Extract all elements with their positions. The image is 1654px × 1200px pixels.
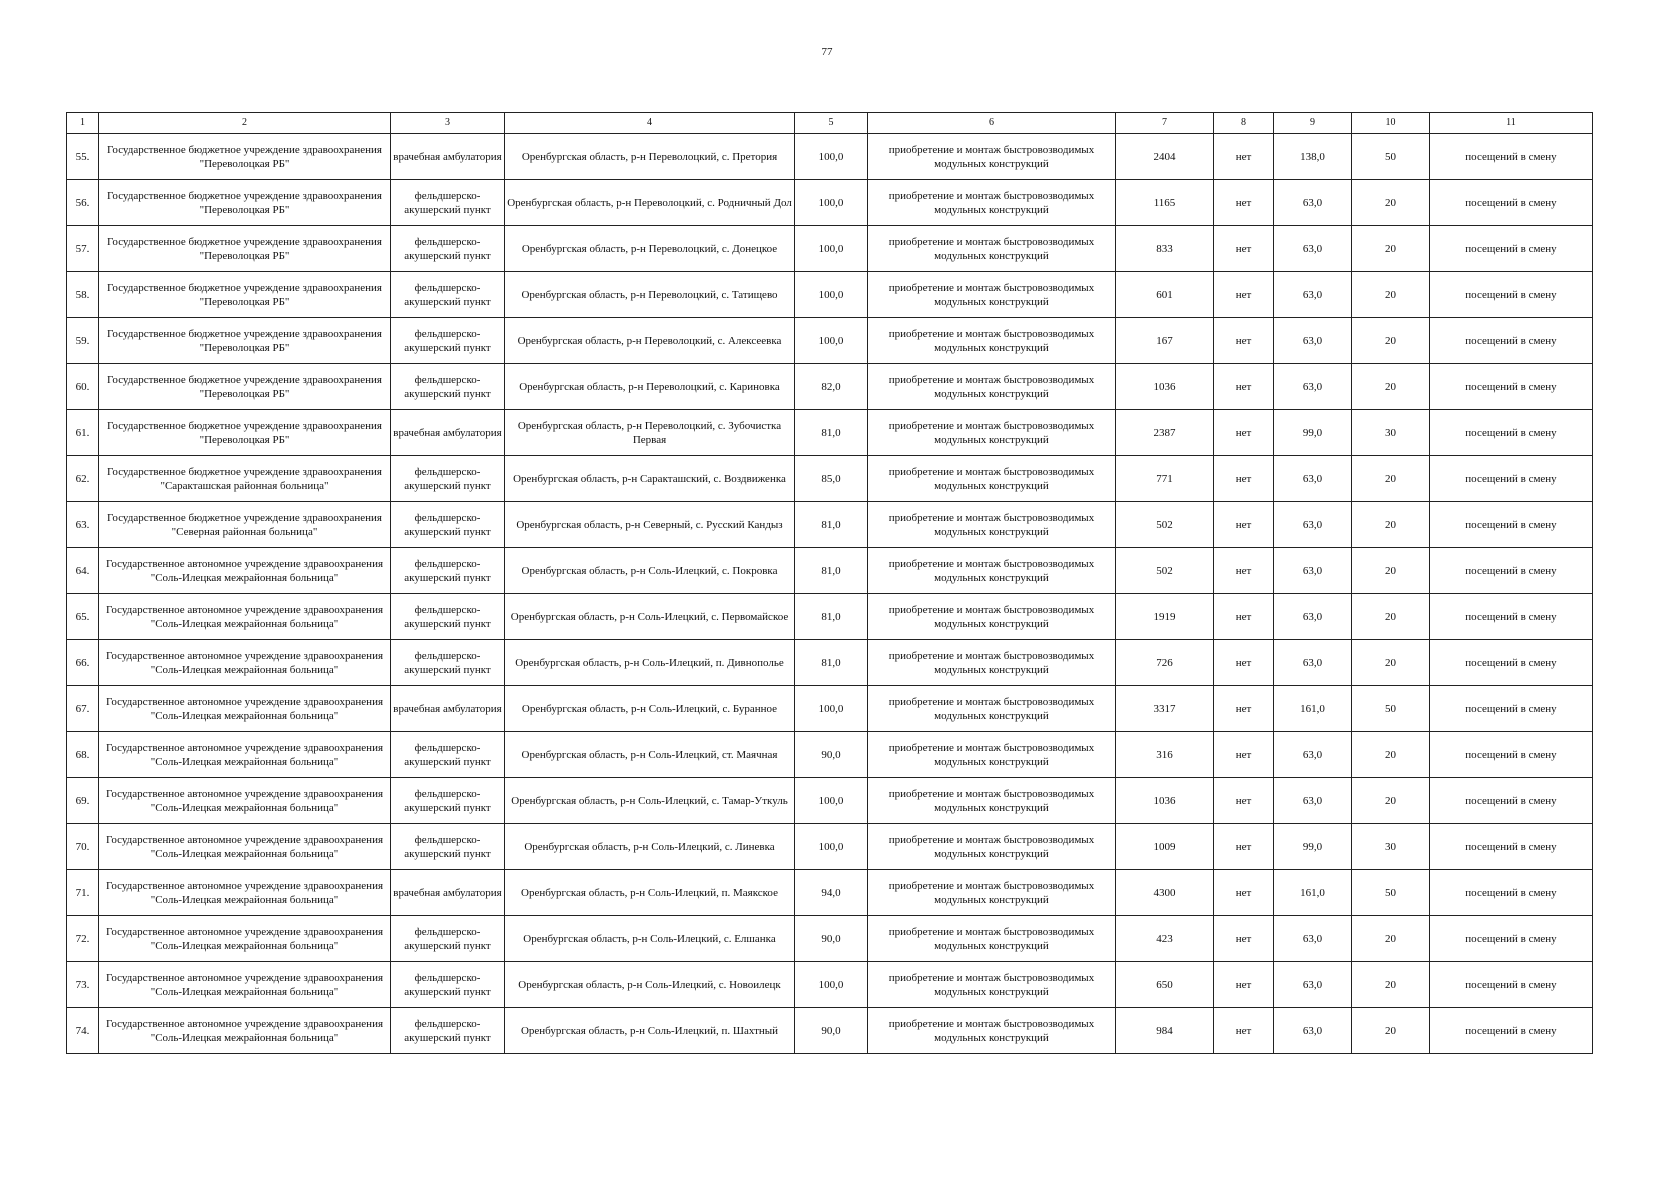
column-header-9: 9 xyxy=(1274,113,1352,134)
table-row xyxy=(67,318,1593,364)
address-cell: Оренбургская область, р-н Соль-Илецкий, п. Дивнополье xyxy=(505,640,795,686)
capacity-cell: 20 xyxy=(1352,364,1430,410)
capacity-unit-cell: посещений в смену xyxy=(1430,456,1593,502)
percent-cell: 81,0 xyxy=(795,640,868,686)
capacity-cell: 20 xyxy=(1352,732,1430,778)
table-row xyxy=(67,226,1593,272)
address-cell: Оренбургская область, р-н Соль-Илецкий, с. Линевка xyxy=(505,824,795,870)
column-header-1: 1 xyxy=(67,113,99,134)
facility-type-cell: фельдшерско-акушерский пункт xyxy=(391,180,505,226)
row-number-cell: 61. xyxy=(67,410,99,456)
row-number-cell: 64. xyxy=(67,548,99,594)
area-cell: 63,0 xyxy=(1274,364,1352,410)
area-cell: 63,0 xyxy=(1274,502,1352,548)
table-row xyxy=(67,594,1593,640)
capacity-unit-cell: посещений в смену xyxy=(1430,134,1593,180)
flag-cell: нет xyxy=(1214,226,1274,272)
percent-cell: 85,0 xyxy=(795,456,868,502)
work-type-cell: приобретение и монтаж быстровозводимых модульных конструкций xyxy=(868,1008,1116,1054)
organization-cell: Государственное бюджетное учреждение здравоохранения "Переволоцкая РБ" xyxy=(99,134,391,180)
facility-type-cell: врачебная амбулатория xyxy=(391,410,505,456)
population-cell: 984 xyxy=(1116,1008,1214,1054)
facilities-table xyxy=(66,112,1593,1054)
area-cell: 63,0 xyxy=(1274,640,1352,686)
population-cell: 2404 xyxy=(1116,134,1214,180)
flag-cell: нет xyxy=(1214,272,1274,318)
population-cell: 726 xyxy=(1116,640,1214,686)
address-cell: Оренбургская область, р-н Переволоцкий, с. Зубочистка Первая xyxy=(505,410,795,456)
percent-cell: 100,0 xyxy=(795,272,868,318)
capacity-unit-cell: посещений в смену xyxy=(1430,548,1593,594)
work-type-cell: приобретение и монтаж быстровозводимых модульных конструкций xyxy=(868,962,1116,1008)
organization-cell: Государственное автономное учреждение здравоохранения "Соль-Илецкая межрайонная больница" xyxy=(99,640,391,686)
flag-cell: нет xyxy=(1214,1008,1274,1054)
population-cell: 502 xyxy=(1116,548,1214,594)
facility-type-cell: фельдшерско-акушерский пункт xyxy=(391,548,505,594)
organization-cell: Государственное автономное учреждение здравоохранения "Соль-Илецкая межрайонная больница" xyxy=(99,548,391,594)
address-cell: Оренбургская область, р-н Соль-Илецкий, с. Новоилецк xyxy=(505,962,795,1008)
work-type-cell: приобретение и монтаж быстровозводимых модульных конструкций xyxy=(868,410,1116,456)
work-type-cell: приобретение и монтаж быстровозводимых модульных конструкций xyxy=(868,318,1116,364)
flag-cell: нет xyxy=(1214,456,1274,502)
percent-cell: 100,0 xyxy=(795,134,868,180)
address-cell: Оренбургская область, р-н Переволоцкий, с. Алексеевка xyxy=(505,318,795,364)
population-cell: 3317 xyxy=(1116,686,1214,732)
percent-cell: 82,0 xyxy=(795,364,868,410)
address-cell: Оренбургская область, р-н Соль-Илецкий, с. Тамар-Уткуль xyxy=(505,778,795,824)
capacity-unit-cell: посещений в смену xyxy=(1430,686,1593,732)
capacity-unit-cell: посещений в смену xyxy=(1430,364,1593,410)
work-type-cell: приобретение и монтаж быстровозводимых модульных конструкций xyxy=(868,226,1116,272)
flag-cell: нет xyxy=(1214,824,1274,870)
population-cell: 1036 xyxy=(1116,778,1214,824)
work-type-cell: приобретение и монтаж быстровозводимых модульных конструкций xyxy=(868,272,1116,318)
column-header-4: 4 xyxy=(505,113,795,134)
address-cell: Оренбургская область, р-н Переволоцкий, с. Родничный Дол xyxy=(505,180,795,226)
work-type-cell: приобретение и монтаж быстровозводимых модульных конструкций xyxy=(868,778,1116,824)
row-number-cell: 67. xyxy=(67,686,99,732)
flag-cell: нет xyxy=(1214,134,1274,180)
column-header-3: 3 xyxy=(391,113,505,134)
facility-type-cell: врачебная амбулатория xyxy=(391,134,505,180)
table-row xyxy=(67,134,1593,180)
capacity-cell: 20 xyxy=(1352,962,1430,1008)
flag-cell: нет xyxy=(1214,640,1274,686)
facility-type-cell: фельдшерско-акушерский пункт xyxy=(391,318,505,364)
table-row xyxy=(67,962,1593,1008)
percent-cell: 100,0 xyxy=(795,226,868,272)
capacity-cell: 20 xyxy=(1352,1008,1430,1054)
organization-cell: Государственное бюджетное учреждение здравоохранения "Переволоцкая РБ" xyxy=(99,410,391,456)
organization-cell: Государственное бюджетное учреждение здравоохранения "Переволоцкая РБ" xyxy=(99,318,391,364)
table-row xyxy=(67,180,1593,226)
population-cell: 833 xyxy=(1116,226,1214,272)
capacity-cell: 20 xyxy=(1352,272,1430,318)
table-row xyxy=(67,686,1593,732)
facility-type-cell: фельдшерско-акушерский пункт xyxy=(391,456,505,502)
address-cell: Оренбургская область, р-н Северный, с. Русский Кандыз xyxy=(505,502,795,548)
work-type-cell: приобретение и монтаж быстровозводимых модульных конструкций xyxy=(868,824,1116,870)
area-cell: 63,0 xyxy=(1274,226,1352,272)
facility-type-cell: фельдшерско-акушерский пункт xyxy=(391,364,505,410)
capacity-unit-cell: посещений в смену xyxy=(1430,502,1593,548)
row-number-cell: 59. xyxy=(67,318,99,364)
capacity-unit-cell: посещений в смену xyxy=(1430,318,1593,364)
flag-cell: нет xyxy=(1214,778,1274,824)
work-type-cell: приобретение и монтаж быстровозводимых модульных конструкций xyxy=(868,548,1116,594)
column-header-10: 10 xyxy=(1352,113,1430,134)
facility-type-cell: фельдшерско-акушерский пункт xyxy=(391,732,505,778)
organization-cell: Государственное автономное учреждение здравоохранения "Соль-Илецкая межрайонная больница" xyxy=(99,732,391,778)
column-header-2: 2 xyxy=(99,113,391,134)
address-cell: Оренбургская область, р-н Соль-Илецкий, с. Первомайское xyxy=(505,594,795,640)
row-number-cell: 74. xyxy=(67,1008,99,1054)
flag-cell: нет xyxy=(1214,410,1274,456)
table-row xyxy=(67,364,1593,410)
facility-type-cell: фельдшерско-акушерский пункт xyxy=(391,502,505,548)
flag-cell: нет xyxy=(1214,732,1274,778)
organization-cell: Государственное бюджетное учреждение здравоохранения "Переволоцкая РБ" xyxy=(99,180,391,226)
area-cell: 63,0 xyxy=(1274,180,1352,226)
facility-type-cell: фельдшерско-акушерский пункт xyxy=(391,916,505,962)
facility-type-cell: фельдшерско-акушерский пункт xyxy=(391,640,505,686)
population-cell: 316 xyxy=(1116,732,1214,778)
organization-cell: Государственное автономное учреждение здравоохранения "Соль-Илецкая межрайонная больница" xyxy=(99,778,391,824)
facility-type-cell: фельдшерско-акушерский пункт xyxy=(391,778,505,824)
work-type-cell: приобретение и монтаж быстровозводимых модульных конструкций xyxy=(868,640,1116,686)
area-cell: 63,0 xyxy=(1274,456,1352,502)
row-number-cell: 56. xyxy=(67,180,99,226)
percent-cell: 100,0 xyxy=(795,962,868,1008)
capacity-cell: 20 xyxy=(1352,640,1430,686)
area-cell: 63,0 xyxy=(1274,548,1352,594)
organization-cell: Государственное бюджетное учреждение здравоохранения "Саракташская районная больница" xyxy=(99,456,391,502)
row-number-cell: 55. xyxy=(67,134,99,180)
capacity-unit-cell: посещений в смену xyxy=(1430,226,1593,272)
row-number-cell: 68. xyxy=(67,732,99,778)
organization-cell: Государственное автономное учреждение здравоохранения "Соль-Илецкая межрайонная больница" xyxy=(99,594,391,640)
flag-cell: нет xyxy=(1214,916,1274,962)
percent-cell: 100,0 xyxy=(795,824,868,870)
capacity-unit-cell: посещений в смену xyxy=(1430,870,1593,916)
row-number-cell: 70. xyxy=(67,824,99,870)
facility-type-cell: врачебная амбулатория xyxy=(391,870,505,916)
area-cell: 161,0 xyxy=(1274,686,1352,732)
population-cell: 771 xyxy=(1116,456,1214,502)
row-number-cell: 62. xyxy=(67,456,99,502)
work-type-cell: приобретение и монтаж быстровозводимых модульных конструкций xyxy=(868,502,1116,548)
area-cell: 63,0 xyxy=(1274,1008,1352,1054)
table-row xyxy=(67,456,1593,502)
percent-cell: 90,0 xyxy=(795,1008,868,1054)
flag-cell: нет xyxy=(1214,686,1274,732)
capacity-unit-cell: посещений в смену xyxy=(1430,594,1593,640)
row-number-cell: 72. xyxy=(67,916,99,962)
capacity-unit-cell: посещений в смену xyxy=(1430,1008,1593,1054)
area-cell: 63,0 xyxy=(1274,272,1352,318)
percent-cell: 81,0 xyxy=(795,548,868,594)
organization-cell: Государственное автономное учреждение здравоохранения "Соль-Илецкая межрайонная больница" xyxy=(99,1008,391,1054)
row-number-cell: 58. xyxy=(67,272,99,318)
organization-cell: Государственное бюджетное учреждение здравоохранения "Переволоцкая РБ" xyxy=(99,364,391,410)
percent-cell: 81,0 xyxy=(795,410,868,456)
area-cell: 99,0 xyxy=(1274,824,1352,870)
population-cell: 1165 xyxy=(1116,180,1214,226)
capacity-cell: 50 xyxy=(1352,686,1430,732)
percent-cell: 81,0 xyxy=(795,502,868,548)
address-cell: Оренбургская область, р-н Переволоцкий, с. Претория xyxy=(505,134,795,180)
area-cell: 99,0 xyxy=(1274,410,1352,456)
area-cell: 63,0 xyxy=(1274,962,1352,1008)
address-cell: Оренбургская область, р-н Соль-Илецкий, п. Маякское xyxy=(505,870,795,916)
table-header-row xyxy=(67,113,1593,134)
organization-cell: Государственное автономное учреждение здравоохранения "Соль-Илецкая межрайонная больница" xyxy=(99,824,391,870)
address-cell: Оренбургская область, р-н Переволоцкий, с. Татищево xyxy=(505,272,795,318)
column-header-5: 5 xyxy=(795,113,868,134)
facility-type-cell: фельдшерско-акушерский пункт xyxy=(391,226,505,272)
address-cell: Оренбургская область, р-н Соль-Илецкий, с. Покровка xyxy=(505,548,795,594)
work-type-cell: приобретение и монтаж быстровозводимых модульных конструкций xyxy=(868,594,1116,640)
capacity-unit-cell: посещений в смену xyxy=(1430,824,1593,870)
capacity-unit-cell: посещений в смену xyxy=(1430,732,1593,778)
row-number-cell: 69. xyxy=(67,778,99,824)
work-type-cell: приобретение и монтаж быстровозводимых модульных конструкций xyxy=(868,732,1116,778)
organization-cell: Государственное бюджетное учреждение здравоохранения "Переволоцкая РБ" xyxy=(99,226,391,272)
table-row xyxy=(67,548,1593,594)
flag-cell: нет xyxy=(1214,962,1274,1008)
population-cell: 1919 xyxy=(1116,594,1214,640)
row-number-cell: 63. xyxy=(67,502,99,548)
address-cell: Оренбургская область, р-н Соль-Илецкий, с. Елшанка xyxy=(505,916,795,962)
capacity-cell: 20 xyxy=(1352,778,1430,824)
percent-cell: 90,0 xyxy=(795,732,868,778)
capacity-cell: 20 xyxy=(1352,916,1430,962)
percent-cell: 100,0 xyxy=(795,686,868,732)
area-cell: 63,0 xyxy=(1274,732,1352,778)
facility-type-cell: фельдшерско-акушерский пункт xyxy=(391,962,505,1008)
table-row xyxy=(67,272,1593,318)
row-number-cell: 66. xyxy=(67,640,99,686)
percent-cell: 100,0 xyxy=(795,318,868,364)
row-number-cell: 57. xyxy=(67,226,99,272)
table-row xyxy=(67,824,1593,870)
capacity-unit-cell: посещений в смену xyxy=(1430,272,1593,318)
population-cell: 423 xyxy=(1116,916,1214,962)
facility-type-cell: фельдшерско-акушерский пункт xyxy=(391,272,505,318)
population-cell: 502 xyxy=(1116,502,1214,548)
capacity-cell: 20 xyxy=(1352,594,1430,640)
work-type-cell: приобретение и монтаж быстровозводимых модульных конструкций xyxy=(868,364,1116,410)
percent-cell: 100,0 xyxy=(795,180,868,226)
work-type-cell: приобретение и монтаж быстровозводимых модульных конструкций xyxy=(868,916,1116,962)
capacity-unit-cell: посещений в смену xyxy=(1430,962,1593,1008)
capacity-unit-cell: посещений в смену xyxy=(1430,180,1593,226)
area-cell: 161,0 xyxy=(1274,870,1352,916)
table-row xyxy=(67,778,1593,824)
area-cell: 63,0 xyxy=(1274,916,1352,962)
population-cell: 2387 xyxy=(1116,410,1214,456)
column-header-6: 6 xyxy=(868,113,1116,134)
facilities-table-container xyxy=(66,112,1592,1054)
percent-cell: 94,0 xyxy=(795,870,868,916)
table-row xyxy=(67,410,1593,456)
organization-cell: Государственное автономное учреждение здравоохранения "Соль-Илецкая межрайонная больница" xyxy=(99,962,391,1008)
capacity-cell: 20 xyxy=(1352,318,1430,364)
capacity-cell: 20 xyxy=(1352,548,1430,594)
row-number-cell: 60. xyxy=(67,364,99,410)
facility-type-cell: врачебная амбулатория xyxy=(391,686,505,732)
address-cell: Оренбургская область, р-н Соль-Илецкий, ст. Маячная xyxy=(505,732,795,778)
capacity-unit-cell: посещений в смену xyxy=(1430,410,1593,456)
table-row xyxy=(67,732,1593,778)
percent-cell: 100,0 xyxy=(795,778,868,824)
percent-cell: 81,0 xyxy=(795,594,868,640)
facility-type-cell: фельдшерско-акушерский пункт xyxy=(391,824,505,870)
capacity-cell: 20 xyxy=(1352,502,1430,548)
facility-type-cell: фельдшерско-акушерский пункт xyxy=(391,1008,505,1054)
population-cell: 4300 xyxy=(1116,870,1214,916)
table-body xyxy=(67,134,1593,1054)
column-header-7: 7 xyxy=(1116,113,1214,134)
work-type-cell: приобретение и монтаж быстровозводимых модульных конструкций xyxy=(868,456,1116,502)
address-cell: Оренбургская область, р-н Переволоцкий, с. Донецкое xyxy=(505,226,795,272)
page-number: 77 xyxy=(821,46,833,58)
work-type-cell: приобретение и монтаж быстровозводимых модульных конструкций xyxy=(868,180,1116,226)
capacity-cell: 30 xyxy=(1352,824,1430,870)
address-cell: Оренбургская область, р-н Саракташский, с. Воздвиженка xyxy=(505,456,795,502)
organization-cell: Государственное бюджетное учреждение здравоохранения "Северная районная больница" xyxy=(99,502,391,548)
capacity-cell: 20 xyxy=(1352,226,1430,272)
capacity-cell: 20 xyxy=(1352,456,1430,502)
flag-cell: нет xyxy=(1214,180,1274,226)
column-header-8: 8 xyxy=(1214,113,1274,134)
percent-cell: 90,0 xyxy=(795,916,868,962)
address-cell: Оренбургская область, р-н Соль-Илецкий, п. Шахтный xyxy=(505,1008,795,1054)
work-type-cell: приобретение и монтаж быстровозводимых модульных конструкций xyxy=(868,870,1116,916)
flag-cell: нет xyxy=(1214,318,1274,364)
address-cell: Оренбургская область, р-н Соль-Илецкий, с. Буранное xyxy=(505,686,795,732)
organization-cell: Государственное автономное учреждение здравоохранения "Соль-Илецкая межрайонная больница" xyxy=(99,686,391,732)
table-row xyxy=(67,502,1593,548)
flag-cell: нет xyxy=(1214,548,1274,594)
flag-cell: нет xyxy=(1214,594,1274,640)
table-row xyxy=(67,1008,1593,1054)
organization-cell: Государственное автономное учреждение здравоохранения "Соль-Илецкая межрайонная больница" xyxy=(99,870,391,916)
capacity-unit-cell: посещений в смену xyxy=(1430,778,1593,824)
area-cell: 63,0 xyxy=(1274,594,1352,640)
row-number-cell: 65. xyxy=(67,594,99,640)
organization-cell: Государственное бюджетное учреждение здравоохранения "Переволоцкая РБ" xyxy=(99,272,391,318)
organization-cell: Государственное автономное учреждение здравоохранения "Соль-Илецкая межрайонная больница" xyxy=(99,916,391,962)
row-number-cell: 73. xyxy=(67,962,99,1008)
work-type-cell: приобретение и монтаж быстровозводимых модульных конструкций xyxy=(868,134,1116,180)
work-type-cell: приобретение и монтаж быстровозводимых модульных конструкций xyxy=(868,686,1116,732)
column-header-11: 11 xyxy=(1430,113,1593,134)
area-cell: 63,0 xyxy=(1274,778,1352,824)
capacity-unit-cell: посещений в смену xyxy=(1430,640,1593,686)
table-row xyxy=(67,870,1593,916)
flag-cell: нет xyxy=(1214,502,1274,548)
table-row xyxy=(67,640,1593,686)
facility-type-cell: фельдшерско-акушерский пункт xyxy=(391,594,505,640)
population-cell: 650 xyxy=(1116,962,1214,1008)
population-cell: 601 xyxy=(1116,272,1214,318)
table-row xyxy=(67,916,1593,962)
capacity-cell: 50 xyxy=(1352,134,1430,180)
row-number-cell: 71. xyxy=(67,870,99,916)
area-cell: 63,0 xyxy=(1274,318,1352,364)
flag-cell: нет xyxy=(1214,364,1274,410)
capacity-cell: 30 xyxy=(1352,410,1430,456)
address-cell: Оренбургская область, р-н Переволоцкий, с. Кариновка xyxy=(505,364,795,410)
population-cell: 1009 xyxy=(1116,824,1214,870)
area-cell: 138,0 xyxy=(1274,134,1352,180)
capacity-cell: 50 xyxy=(1352,870,1430,916)
flag-cell: нет xyxy=(1214,870,1274,916)
capacity-cell: 20 xyxy=(1352,180,1430,226)
population-cell: 1036 xyxy=(1116,364,1214,410)
population-cell: 167 xyxy=(1116,318,1214,364)
capacity-unit-cell: посещений в смену xyxy=(1430,916,1593,962)
